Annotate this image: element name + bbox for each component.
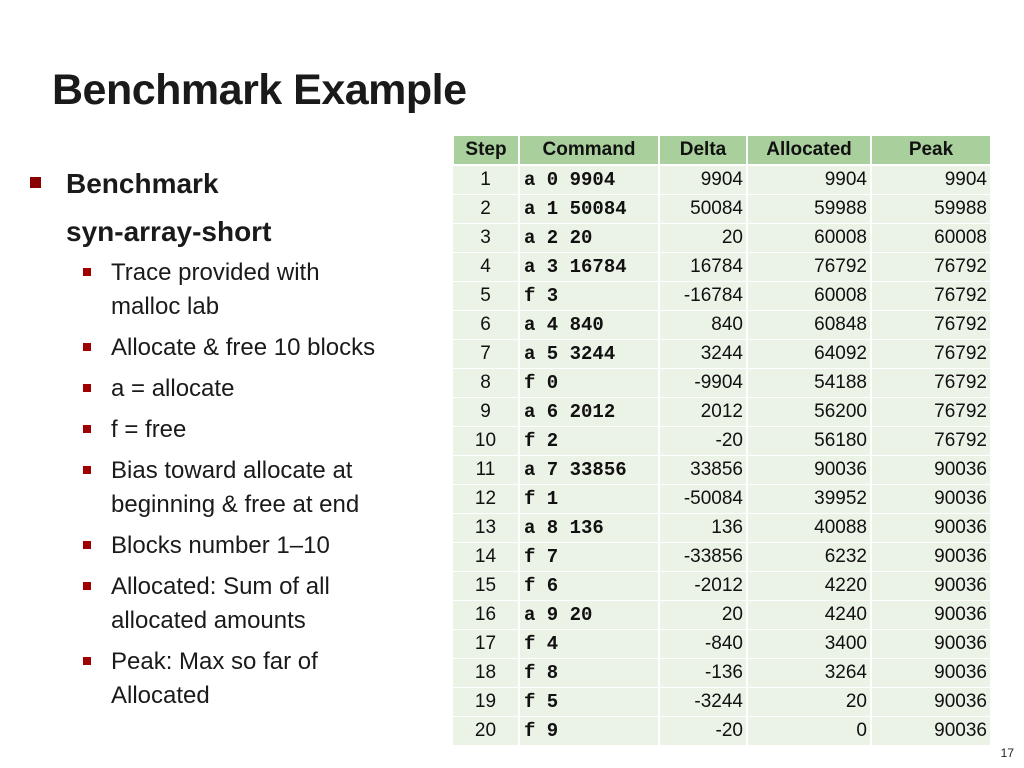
- bullet-list: [30, 160, 430, 720]
- cell-allocated: 60848: [747, 311, 871, 340]
- main-bullet: [30, 160, 430, 256]
- cell-step: 4: [453, 253, 519, 282]
- table-row: [453, 456, 991, 485]
- cell-peak: 90036: [871, 572, 991, 601]
- cell-command: a 2 20: [519, 224, 659, 253]
- table-row: [453, 717, 991, 746]
- cell-command: a 3 16784: [519, 253, 659, 282]
- cell-step: 15: [453, 572, 519, 601]
- main-bullet-line2: syn-array-short: [66, 216, 272, 247]
- cell-command: f 9: [519, 717, 659, 746]
- cell-delta: -3244: [659, 688, 747, 717]
- cell-allocated: 40088: [747, 514, 871, 543]
- sub-bullet-item: [81, 570, 361, 638]
- table-row: [453, 340, 991, 369]
- cell-allocated: 3264: [747, 659, 871, 688]
- cell-allocated: 0: [747, 717, 871, 746]
- table-row: [453, 224, 991, 253]
- sub-bullet-item: [81, 256, 361, 324]
- cell-peak: 76792: [871, 340, 991, 369]
- cell-allocated: 60008: [747, 224, 871, 253]
- cell-command: a 7 33856: [519, 456, 659, 485]
- cell-command: a 5 3244: [519, 340, 659, 369]
- cell-peak: 90036: [871, 688, 991, 717]
- sub-bullet-item: [81, 645, 351, 713]
- cell-delta: -2012: [659, 572, 747, 601]
- cell-step: 3: [453, 224, 519, 253]
- cell-step: 11: [453, 456, 519, 485]
- cell-allocated: 90036: [747, 456, 871, 485]
- cell-peak: 76792: [871, 311, 991, 340]
- bullet-square-icon: [83, 384, 91, 392]
- cell-delta: -136: [659, 659, 747, 688]
- table-row: [453, 165, 991, 195]
- cell-command: f 4: [519, 630, 659, 659]
- cell-step: 20: [453, 717, 519, 746]
- cell-step: 7: [453, 340, 519, 369]
- cell-step: 9: [453, 398, 519, 427]
- cell-peak: 76792: [871, 369, 991, 398]
- cell-delta: 840: [659, 311, 747, 340]
- cell-step: 12: [453, 485, 519, 514]
- cell-delta: -840: [659, 630, 747, 659]
- cell-allocated: 56200: [747, 398, 871, 427]
- cell-allocated: 9904: [747, 165, 871, 195]
- cell-peak: 76792: [871, 398, 991, 427]
- cell-command: f 5: [519, 688, 659, 717]
- sub-bullet-text: Blocks number 1–10: [111, 532, 330, 559]
- cell-peak: 76792: [871, 427, 991, 456]
- bullet-square-icon: [83, 541, 91, 549]
- cell-delta: 136: [659, 514, 747, 543]
- cell-allocated: 4220: [747, 572, 871, 601]
- cell-allocated: 60008: [747, 282, 871, 311]
- sub-bullet-text: Allocated: Sum of all allocated amounts: [111, 573, 330, 634]
- cell-step: 16: [453, 601, 519, 630]
- cell-peak: 90036: [871, 630, 991, 659]
- cell-step: 19: [453, 688, 519, 717]
- cell-delta: 33856: [659, 456, 747, 485]
- cell-step: 6: [453, 311, 519, 340]
- header-allocated: Allocated: [747, 135, 871, 165]
- cell-command: f 1: [519, 485, 659, 514]
- cell-peak: 90036: [871, 659, 991, 688]
- cell-delta: -20: [659, 427, 747, 456]
- sub-bullet-text: Peak: Max so far of Allocated: [111, 648, 318, 709]
- cell-step: 8: [453, 369, 519, 398]
- cell-peak: 90036: [871, 456, 991, 485]
- cell-delta: -20: [659, 717, 747, 746]
- sub-bullet-item: [81, 413, 430, 447]
- cell-delta: 50084: [659, 195, 747, 224]
- cell-command: a 0 9904: [519, 165, 659, 195]
- main-bullet-line1: Benchmark: [66, 168, 219, 199]
- sub-bullet-item: [81, 454, 391, 522]
- cell-delta: -16784: [659, 282, 747, 311]
- bullet-square-icon: [83, 268, 91, 276]
- sub-bullet-item: [81, 529, 430, 563]
- sub-bullet-text: Allocate & free 10 blocks: [111, 334, 376, 361]
- cell-allocated: 3400: [747, 630, 871, 659]
- bullet-square-icon: [83, 425, 91, 433]
- page-number: 17: [1000, 746, 1014, 760]
- header-delta: Delta: [659, 135, 747, 165]
- table-row: [453, 514, 991, 543]
- slide-title: Benchmark Example: [52, 66, 467, 114]
- cell-peak: 90036: [871, 514, 991, 543]
- bullet-square-icon: [83, 657, 91, 665]
- cell-allocated: 20: [747, 688, 871, 717]
- cell-delta: 20: [659, 224, 747, 253]
- table-row: [453, 543, 991, 572]
- sub-bullet-item: [81, 331, 430, 365]
- sub-bullet-text: a = allocate: [111, 375, 235, 402]
- table-row: [453, 659, 991, 688]
- cell-allocated: 59988: [747, 195, 871, 224]
- cell-allocated: 6232: [747, 543, 871, 572]
- cell-command: a 8 136: [519, 514, 659, 543]
- cell-allocated: 39952: [747, 485, 871, 514]
- cell-peak: 9904: [871, 165, 991, 195]
- cell-step: 2: [453, 195, 519, 224]
- cell-peak: 90036: [871, 601, 991, 630]
- cell-delta: -9904: [659, 369, 747, 398]
- cell-command: f 7: [519, 543, 659, 572]
- cell-peak: 59988: [871, 195, 991, 224]
- cell-step: 17: [453, 630, 519, 659]
- sub-bullet-text: f = free: [111, 416, 187, 443]
- table-row: [453, 601, 991, 630]
- cell-peak: 60008: [871, 224, 991, 253]
- cell-command: a 6 2012: [519, 398, 659, 427]
- benchmark-table: [452, 134, 992, 746]
- cell-peak: 76792: [871, 282, 991, 311]
- sub-bullet-text: Bias toward allocate at beginning & free at end: [111, 457, 360, 518]
- cell-step: 10: [453, 427, 519, 456]
- cell-allocated: 76792: [747, 253, 871, 282]
- cell-delta: -50084: [659, 485, 747, 514]
- cell-peak: 76792: [871, 253, 991, 282]
- table-row: [453, 485, 991, 514]
- table-row: [453, 369, 991, 398]
- cell-allocated: 56180: [747, 427, 871, 456]
- table-row: [453, 398, 991, 427]
- cell-command: f 3: [519, 282, 659, 311]
- bullet-square-icon: [83, 343, 91, 351]
- cell-command: a 9 20: [519, 601, 659, 630]
- header-step: Step: [453, 135, 519, 165]
- cell-peak: 90036: [871, 485, 991, 514]
- cell-delta: 20: [659, 601, 747, 630]
- cell-step: 5: [453, 282, 519, 311]
- header-peak: Peak: [871, 135, 991, 165]
- cell-command: a 1 50084: [519, 195, 659, 224]
- cell-delta: 16784: [659, 253, 747, 282]
- sub-bullet-text: Trace provided with malloc lab: [111, 259, 320, 320]
- table-row: [453, 688, 991, 717]
- header-command: Command: [519, 135, 659, 165]
- sub-bullet-item: [81, 372, 430, 406]
- sub-bullet-list: [30, 256, 430, 713]
- cell-delta: -33856: [659, 543, 747, 572]
- table-row: [453, 630, 991, 659]
- table-body: [453, 165, 991, 746]
- table-row: [453, 253, 991, 282]
- cell-step: 1: [453, 165, 519, 195]
- cell-command: f 0: [519, 369, 659, 398]
- bullet-square-icon: [30, 177, 41, 188]
- cell-command: f 2: [519, 427, 659, 456]
- bullet-square-icon: [83, 582, 91, 590]
- cell-allocated: 54188: [747, 369, 871, 398]
- cell-allocated: 64092: [747, 340, 871, 369]
- table-row: [453, 195, 991, 224]
- cell-step: 18: [453, 659, 519, 688]
- cell-delta: 3244: [659, 340, 747, 369]
- cell-command: f 8: [519, 659, 659, 688]
- table-row: [453, 282, 991, 311]
- cell-command: a 4 840: [519, 311, 659, 340]
- table-header-row: [453, 135, 991, 165]
- table-row: [453, 311, 991, 340]
- cell-step: 14: [453, 543, 519, 572]
- bullet-square-icon: [83, 466, 91, 474]
- table-row: [453, 427, 991, 456]
- cell-step: 13: [453, 514, 519, 543]
- cell-peak: 90036: [871, 717, 991, 746]
- cell-delta: 2012: [659, 398, 747, 427]
- cell-delta: 9904: [659, 165, 747, 195]
- cell-command: f 6: [519, 572, 659, 601]
- table-row: [453, 572, 991, 601]
- cell-allocated: 4240: [747, 601, 871, 630]
- cell-peak: 90036: [871, 543, 991, 572]
